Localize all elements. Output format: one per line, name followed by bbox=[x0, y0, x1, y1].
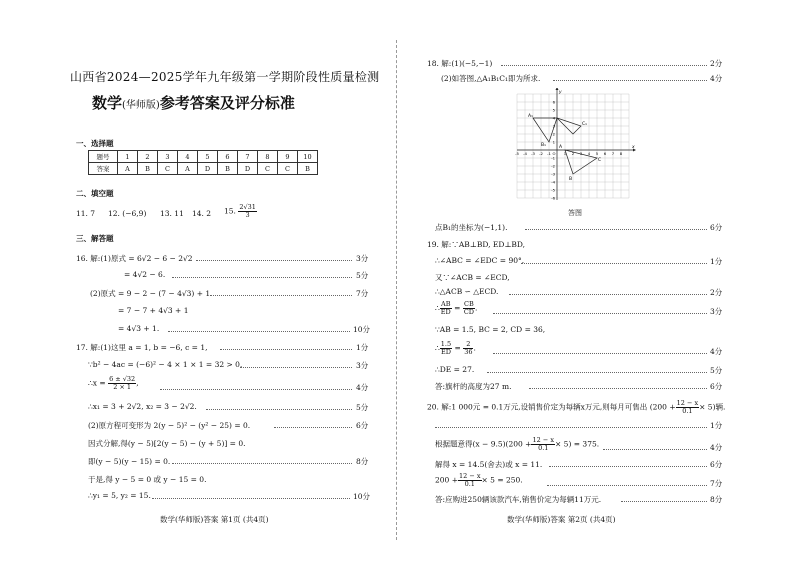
subject-label: 数学 bbox=[92, 94, 123, 112]
leader-dots bbox=[206, 409, 352, 410]
fill-answer-11: 11. 7 bbox=[76, 209, 96, 218]
score-label: 2分 bbox=[710, 59, 723, 68]
x-tick: -3 bbox=[531, 151, 535, 156]
score-label: 6分 bbox=[710, 382, 723, 391]
q19-line9: 答:旗杆的高度为27 m. bbox=[435, 382, 512, 391]
q16-line2: = 4√2 − 6. bbox=[124, 270, 166, 279]
q19-line7 bbox=[435, 341, 476, 356]
leader-dots bbox=[274, 427, 352, 428]
fraction-numerator: 1.5 bbox=[440, 340, 452, 348]
table-row-answers bbox=[89, 163, 318, 175]
leader-dots bbox=[172, 277, 352, 278]
leader-dots bbox=[547, 485, 707, 486]
leader-dots bbox=[210, 295, 352, 296]
y-tick: 4 bbox=[552, 115, 555, 121]
q20-line4-pre: 200 + bbox=[435, 475, 458, 485]
edition-label: (华师版) bbox=[122, 100, 160, 111]
y-tick: 3 bbox=[552, 123, 555, 129]
ratio-fraction bbox=[440, 301, 452, 316]
fraction-denominator: 3 bbox=[245, 211, 250, 219]
y-tick: -5 bbox=[551, 187, 555, 193]
table-cell: C bbox=[258, 163, 278, 175]
x-tick: 2 bbox=[571, 151, 575, 156]
q20-line2-post: × 5) = 375. bbox=[555, 439, 600, 449]
q20-expr-pre: (200 + bbox=[649, 402, 676, 412]
table-cell: 8 bbox=[258, 151, 278, 163]
score-label: 4分 bbox=[710, 347, 723, 356]
equals-sign: = bbox=[454, 343, 461, 353]
q19-line8: ∴DE = 27. bbox=[435, 365, 475, 374]
q18-line1: 18. 解:(1)(−5,−1) bbox=[427, 59, 493, 68]
q17-line8: 于是,得 y − 5 = 0 或 y − 15 = 0. bbox=[88, 475, 207, 484]
q17-x-prefix: ∴x = bbox=[88, 378, 106, 388]
point-label: B bbox=[569, 177, 573, 182]
x-tick: 8 bbox=[619, 151, 623, 156]
y-tick: -6 bbox=[551, 195, 555, 201]
table-header-answer: 答案 bbox=[89, 163, 118, 175]
therefore-symbol: ∴ bbox=[435, 343, 440, 353]
table-cell: 6 bbox=[218, 151, 238, 163]
y-axis-label: y bbox=[559, 90, 562, 95]
fill-15-fraction bbox=[238, 204, 257, 219]
q20-line3: 解得 x = 14.5(舍去)或 x = 11. bbox=[435, 460, 543, 469]
leader-dots bbox=[435, 427, 707, 428]
score-label: 7分 bbox=[356, 289, 369, 298]
table-cell: C bbox=[158, 163, 178, 175]
answer-table bbox=[88, 150, 318, 175]
x-tick: 3 bbox=[579, 151, 583, 156]
leader-dots bbox=[621, 501, 707, 502]
y-tick: 6 bbox=[552, 99, 555, 105]
section-fill-heading: 二、填空题 bbox=[76, 189, 114, 198]
fraction-denominator: 0.1 bbox=[464, 480, 475, 488]
score-label: 6分 bbox=[710, 460, 723, 469]
y-tick: -2 bbox=[551, 163, 555, 169]
q16-line5: = 4√3 + 1. bbox=[118, 324, 160, 333]
title-rest: 参考答案及评分标准 bbox=[159, 94, 295, 112]
q18-line3: 点B₁的坐标为(−1,1). bbox=[435, 223, 508, 232]
leader-dots bbox=[553, 80, 707, 81]
fraction-numerator: 2 bbox=[463, 341, 473, 349]
fraction-numerator: 12 − x bbox=[532, 436, 554, 444]
q16-line4: = 7 − 7 + 4√3 + 1 bbox=[118, 306, 189, 315]
q20-line2 bbox=[435, 437, 599, 452]
score-label: 8分 bbox=[356, 457, 369, 466]
leader-dots bbox=[525, 229, 707, 230]
point-label: C bbox=[598, 158, 602, 163]
leader-dots bbox=[493, 353, 707, 354]
leader-dots bbox=[509, 294, 707, 295]
fraction-denominator: ED bbox=[440, 348, 451, 356]
y-tick: 5 bbox=[552, 107, 555, 113]
section-choice-heading: 一、选择题 bbox=[76, 139, 114, 148]
x-tick: O bbox=[552, 151, 556, 156]
q16-line1: 16. 解:(1)原式 = 6√2 − 6 − 2√2 bbox=[76, 254, 193, 263]
period: . bbox=[475, 303, 478, 313]
equals-sign: = bbox=[454, 303, 461, 313]
y-tick: -3 bbox=[551, 171, 555, 177]
leader-dots bbox=[493, 313, 707, 314]
answer-key-title bbox=[92, 92, 295, 113]
y-tick: -4 bbox=[551, 179, 555, 185]
triangle-a1b1c1 bbox=[533, 115, 557, 142]
q20-line1-text: 20. 解:1 000元 = 0.1万元,设销售价定为每辆x万元,则每月可售出 bbox=[427, 402, 648, 412]
q19-line6: ∵AB = 1.5, BC = 2, CD = 36, bbox=[435, 325, 546, 334]
fill-15-prefix: 15. bbox=[224, 206, 236, 216]
score-label: 6分 bbox=[710, 223, 723, 232]
score-label: 10分 bbox=[353, 492, 371, 501]
q20-line1 bbox=[427, 400, 725, 415]
q17-line2: ∵b² − 4ac = (−6)² − 4 × 1 × 1 = 32 > 0, bbox=[88, 360, 243, 369]
right-page bbox=[397, 0, 794, 562]
y-tick: -1 bbox=[551, 155, 555, 161]
coordinate-grid-figure bbox=[515, 88, 637, 206]
point-label: A₁ bbox=[528, 114, 533, 119]
ratio-fraction bbox=[440, 341, 452, 356]
score-label: 1分 bbox=[356, 343, 369, 352]
leader-dots bbox=[501, 65, 707, 66]
table-cell: 10 bbox=[298, 151, 318, 163]
point-label: B₁ bbox=[541, 143, 546, 148]
x-tick: 7 bbox=[611, 151, 615, 156]
x-axis-label: x bbox=[632, 145, 635, 150]
x-tick: 6 bbox=[603, 151, 607, 156]
table-cell: B bbox=[218, 163, 238, 175]
page-footer: 数学(华师版)答案 第2页 (共4页) bbox=[507, 515, 616, 524]
q20-line2-pre: 根据题意得(x − 9.5)(200 + bbox=[435, 439, 532, 449]
q19-line4: ∴△ACB ∽ △ECD. bbox=[435, 287, 499, 296]
x-tick: 4 bbox=[587, 151, 591, 156]
leader-dots bbox=[529, 388, 707, 389]
fraction-denominator: 0.1 bbox=[682, 407, 693, 415]
score-label: 1分 bbox=[710, 421, 723, 430]
score-label: 6分 bbox=[356, 421, 369, 430]
q17-root-fraction bbox=[108, 375, 139, 391]
table-cell: 4 bbox=[178, 151, 198, 163]
table-cell: A bbox=[118, 163, 138, 175]
table-cell: 3 bbox=[158, 151, 178, 163]
leader-dots bbox=[152, 498, 350, 499]
fraction-numerator: AB bbox=[441, 300, 451, 308]
score-label: 3分 bbox=[356, 254, 369, 263]
score-label: 1分 bbox=[710, 257, 723, 266]
figure-caption: 答图 bbox=[568, 209, 582, 217]
fraction-numerator: 6 ± √32 bbox=[109, 375, 136, 383]
table-cell: A bbox=[178, 163, 198, 175]
q17-line9: ∴y₁ = 5, y₂ = 15. bbox=[88, 491, 151, 500]
fraction-numerator: 2√31 bbox=[239, 203, 256, 211]
score-label: 4分 bbox=[356, 383, 369, 392]
table-cell: 1 bbox=[118, 151, 138, 163]
leader-dots bbox=[603, 449, 707, 450]
q20-line4 bbox=[435, 473, 523, 488]
q19-line1: 19. 解:∵AB⊥BD, ED⊥BD, bbox=[427, 240, 526, 249]
score-label: 8分 bbox=[710, 495, 723, 504]
exam-title: 山西省2024—2025学年九年级第一学期阶段性质量检测 bbox=[70, 70, 380, 84]
table-cell: 7 bbox=[238, 151, 258, 163]
fraction-denominator: 2 × 1 bbox=[113, 383, 132, 391]
q20-line4-post: × 5 = 250. bbox=[481, 475, 523, 485]
leader-dots bbox=[521, 263, 707, 264]
q17-line6: 因式分解,得(y − 5)[2(y − 5) − (y + 5)] = 0. bbox=[88, 439, 246, 448]
x-tick: -1 bbox=[547, 151, 551, 156]
score-label: 3分 bbox=[710, 307, 723, 316]
q17-line1: 17. 解:(1)这里 a = 1, b = −6, c = 1, bbox=[76, 343, 208, 352]
x-tick: 5 bbox=[595, 151, 599, 156]
q18-line2: (2)如答图,△A₁B₁C₁即为所求. bbox=[441, 74, 541, 83]
table-cell: 9 bbox=[278, 151, 298, 163]
q19-line2: ∴∠ABC = ∠EDC = 90°. bbox=[435, 256, 525, 265]
q20-expr-post: × 5)辆. bbox=[699, 402, 726, 412]
fill-answer-13: 13. 11 bbox=[160, 209, 184, 218]
leader-dots bbox=[487, 372, 707, 373]
leader-dots bbox=[172, 463, 352, 464]
fill-answer-14: 14. 2 bbox=[192, 209, 212, 218]
x-tick: -2 bbox=[539, 151, 543, 156]
table-cell: B bbox=[298, 163, 318, 175]
score-label: 5分 bbox=[356, 403, 369, 412]
table-cell: 2 bbox=[138, 151, 158, 163]
period: . bbox=[473, 343, 476, 353]
point-label: C₁ bbox=[582, 122, 587, 127]
leader-dots bbox=[196, 260, 352, 261]
score-label: 7分 bbox=[710, 479, 723, 488]
q17-line3-suffix: , bbox=[136, 378, 139, 388]
fraction-denominator: 0.1 bbox=[538, 444, 549, 452]
fraction-numerator: 12 − x bbox=[676, 399, 699, 407]
score-label: 3分 bbox=[356, 361, 369, 370]
score-label: 2分 bbox=[710, 288, 723, 297]
table-cell: D bbox=[238, 163, 258, 175]
q17-line5: (2)原方程可变形为 2(y − 5)² − (y² − 25) = 0. bbox=[88, 421, 251, 430]
q20-fraction bbox=[676, 400, 700, 415]
table-cell: B bbox=[138, 163, 158, 175]
y-tick: 1 bbox=[552, 139, 555, 145]
q20-fraction bbox=[458, 473, 482, 488]
score-label: 4分 bbox=[710, 443, 723, 452]
fill-answer-12: 12. (−6,9) bbox=[108, 209, 147, 218]
q16-line3: (2)原式 = 9 − 2 − (7 − 4√3) + 1 bbox=[90, 289, 211, 298]
page-footer: 数学(华师版)答案 第1页 (共4页) bbox=[160, 515, 269, 524]
leader-dots bbox=[160, 389, 352, 390]
ratio-fraction bbox=[463, 340, 476, 356]
leader-dots bbox=[168, 331, 350, 332]
leader-dots bbox=[549, 466, 707, 467]
q19-line5 bbox=[435, 301, 477, 316]
fill-answer-15 bbox=[224, 204, 257, 219]
score-label: 10分 bbox=[353, 325, 371, 334]
point-label: A bbox=[559, 145, 563, 150]
q17-line7: 即(y − 5)(y − 15) = 0. bbox=[88, 457, 171, 466]
table-row-numbers bbox=[89, 151, 318, 163]
table-cell: C bbox=[278, 163, 298, 175]
score-label: 5分 bbox=[356, 271, 369, 280]
fraction-denominator: ED bbox=[440, 308, 451, 316]
leader-dots bbox=[240, 367, 352, 368]
table-header-number: 题号 bbox=[89, 151, 118, 163]
q17-line3 bbox=[88, 376, 139, 391]
q19-line3: 又∵∠ACB = ∠ECD, bbox=[435, 273, 510, 282]
y-tick: 2 bbox=[552, 131, 555, 137]
table-cell: D bbox=[198, 163, 218, 175]
score-label: 5分 bbox=[710, 366, 723, 375]
fraction-numerator: 12 − x bbox=[458, 472, 481, 480]
table-cell: 5 bbox=[198, 151, 218, 163]
x-tick: -4 bbox=[523, 151, 527, 156]
q17-line4: ∴x₁ = 3 + 2√2, x₂ = 3 − 2√2. bbox=[88, 402, 197, 411]
ratio-fraction bbox=[463, 300, 478, 316]
score-label: 4分 bbox=[710, 74, 723, 83]
x-tick: 1 bbox=[563, 151, 567, 156]
fraction-numerator: CB bbox=[464, 300, 474, 308]
x-tick-labels bbox=[515, 151, 623, 156]
section-solve-heading: 三、解答题 bbox=[76, 234, 114, 243]
x-tick: -5 bbox=[515, 151, 519, 156]
q20-line5: 答:应购进250辆该款汽车,销售价定为每辆11万元. bbox=[435, 495, 602, 504]
q20-fraction bbox=[531, 437, 555, 452]
grid-lines bbox=[517, 94, 629, 198]
leader-dots bbox=[220, 349, 352, 350]
fraction-denominator: 36 bbox=[464, 348, 473, 356]
fraction-denominator: CD bbox=[463, 308, 475, 316]
therefore-symbol: ∴ bbox=[435, 303, 440, 313]
